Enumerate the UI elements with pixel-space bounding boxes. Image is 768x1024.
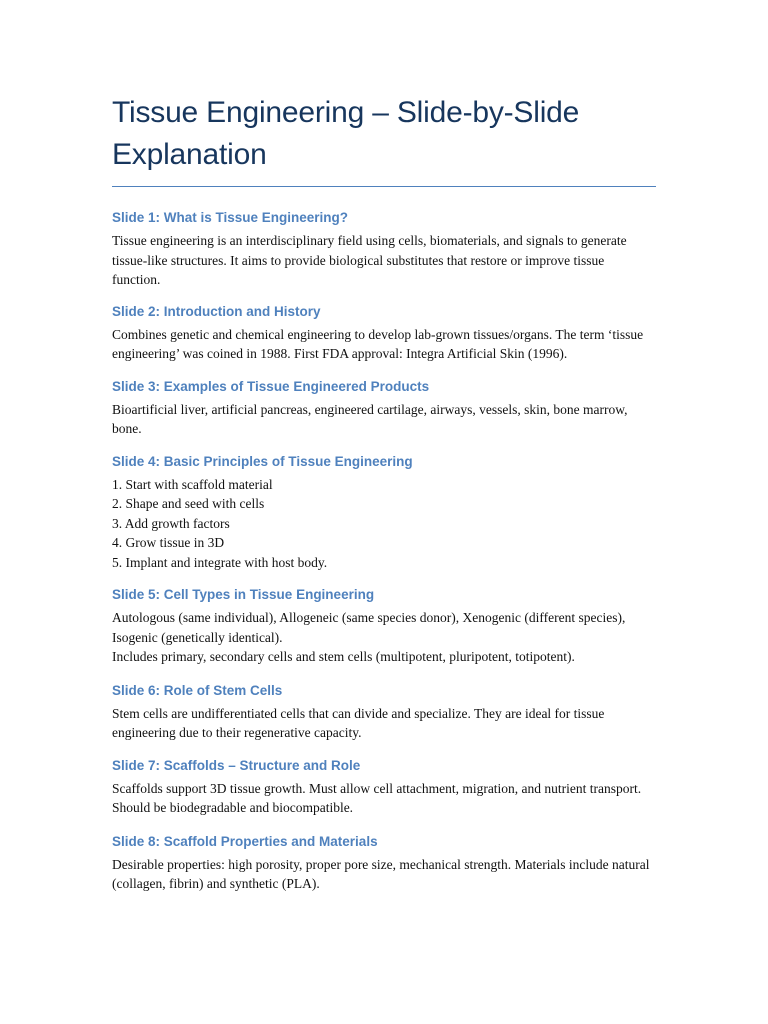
slide-section-6	[112, 682, 656, 743]
slide-section-8	[112, 833, 656, 894]
slide-heading: Slide 5: Cell Types in Tissue Engineering	[112, 587, 375, 602]
slide-heading: Slide 7: Scaffolds – Structure and Role	[112, 757, 361, 773]
slide-section-4	[112, 453, 656, 573]
slide-section-5	[112, 586, 656, 667]
slide-heading: Slide 4: Basic Principles of Tissue Engineering	[112, 453, 413, 469]
list-item: 5. Implant and integrate with host body.	[112, 554, 328, 570]
slide-body	[112, 608, 656, 667]
slide-section-2	[112, 303, 656, 364]
slide-heading: Slide 6: Role of Stem Cells	[112, 682, 283, 698]
slide-body: Desirable properties: high porosity, proper pore size, mechanical strength. Materials include natural (collagen, fibrin) and synthetic (PLA).	[112, 856, 650, 891]
slide-heading: Slide 8: Scaffold Properties and Materials	[112, 833, 378, 849]
document-title: Tissue Engineering – Slide-by-Slide Explanation	[112, 96, 580, 171]
list-item: 4. Grow tissue in 3D	[112, 535, 225, 550]
slide-body: Bioartificial liver, artificial pancreas, engineered cartilage, airways, vessels, skin, bone marrow, bone.	[112, 401, 628, 436]
slide-body: Tissue engineering is an interdisciplinary field using cells, biomaterials, and signals to generate tissue-like structures. It aims to provide biological substitutes that restore or improve tissue function.	[112, 233, 627, 287]
slide-section-3	[112, 378, 656, 439]
slide-heading: Slide 3: Examples of Tissue Engineered Products	[112, 378, 430, 394]
body-line: Includes primary, secondary cells and stem cells (multipotent, pluripotent, totipotent).	[112, 649, 575, 664]
slide-heading: Slide 1: What is Tissue Engineering?	[112, 210, 349, 225]
slide-body: Stem cells are undifferentiated cells that can divide and specialize. They are ideal for tissue engineering due to their regenerative capacity.	[112, 705, 605, 740]
title-divider	[112, 186, 656, 187]
body-line: Autologous (same individual), Allogeneic (same species donor), Xenogenic (different species), Isogenic (genetically identical).	[112, 610, 626, 645]
slide-body	[112, 475, 656, 573]
list-item: 3. Add growth factors	[112, 515, 230, 531]
slide-section-1	[112, 209, 656, 290]
slide-heading: Slide 2: Introduction and History	[112, 303, 321, 319]
list-item: 2. Shape and seed with cells	[112, 496, 265, 511]
list-item: 1. Start with scaffold material	[112, 476, 273, 492]
slide-body: Scaffolds support 3D tissue growth. Must allow cell attachment, migration, and nutrient transport. Should be biodegradable and biocompatible.	[112, 780, 642, 815]
slide-section-7	[112, 757, 656, 818]
slide-body: Combines genetic and chemical engineering to develop lab-grown tissues/organs. The term ‘tissue engineering’ was coined in 1988. First FDA approval: Integra Artificial Skin (1996).	[112, 326, 644, 361]
